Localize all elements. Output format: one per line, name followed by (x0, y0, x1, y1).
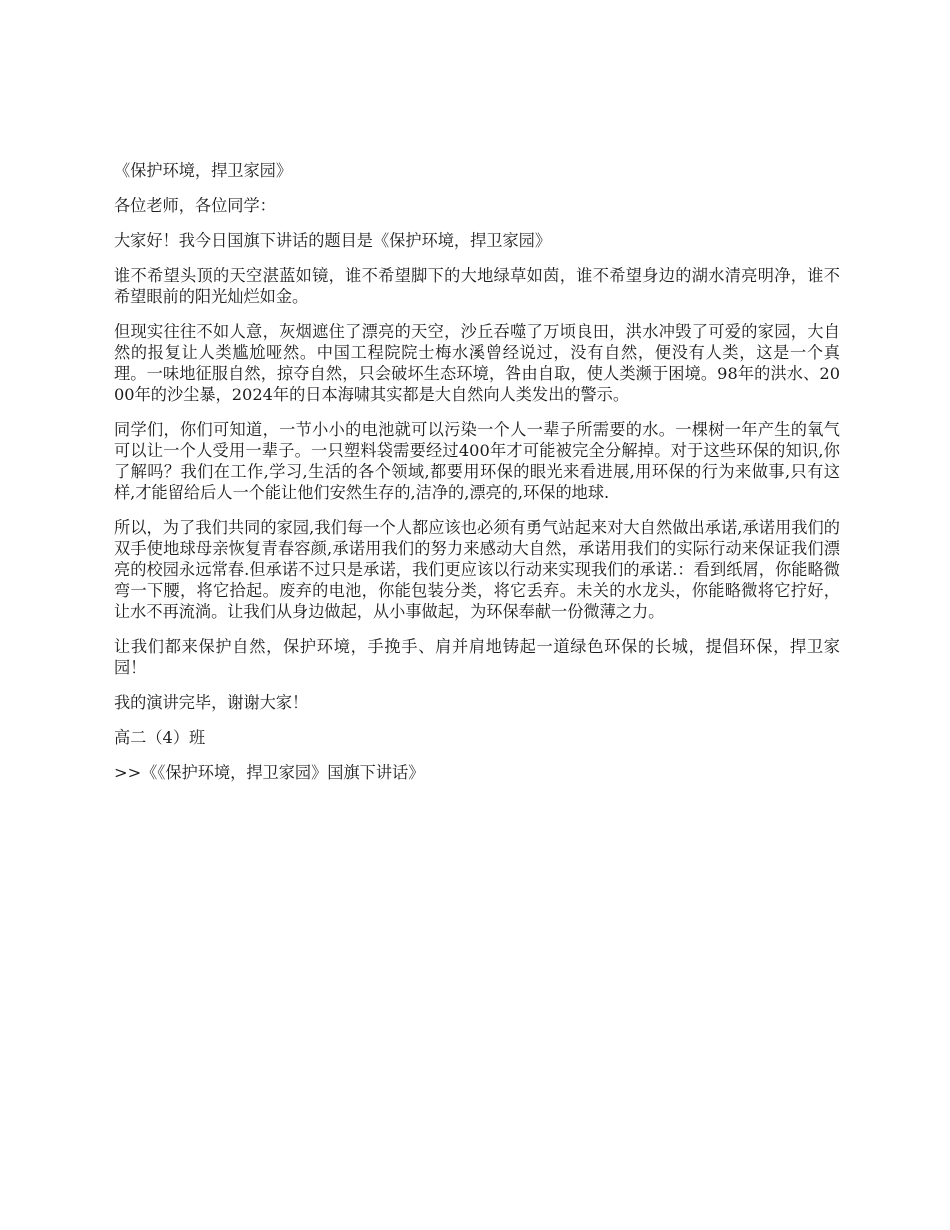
document-title: 《保护环境，捍卫家园》 (114, 161, 293, 180)
class-signature: 高二（4）班 (114, 728, 206, 747)
paragraph-call: 让我们都来保护自然，保护环境，手挽手、肩并肩地铸起一道绿色环保的长城，提倡环保，捍卫家园！ (114, 637, 840, 677)
document-body (114, 160, 840, 797)
greeting-line: 各位老师，各位同学： (114, 196, 276, 215)
paragraph-promise: 所以，为了我们共同的家园,我们每一个人都应该也必须有勇气站起来对大自然做出承诺,承诺用我们的双手使地球母亲恢复青春容颜,承诺用我们的努力来感动大自然，承诺用我们的实际行动来保证我们漂亮的校园永远常春.但承诺不过只是承诺，我们更应该以行动来实现我们的承诺.：看到纸屑，你能略微弯一下腰，将它拾起。废弃的电池，你能包装分类，将它丢弃。未关的水龙头，你能略微将它拧好，让水不再流淌。让我们从身边做起，从小事做起，为环保奉献一份微薄之力。 (114, 518, 840, 621)
paragraph-reality: 但现实往往不如人意，灰烟遮住了漂亮的天空，沙丘吞噬了万顷良田，洪水冲毁了可爱的家园，大自然的报复让人类尴尬哑然。中国工程院院士梅水溪曾经说过，没有自然，便没有人类，这是一个真理。一味地征服自然，掠夺自然，只会破坏生态环境，咎由自取，使人类濒于困境。98年的洪水、2000年的沙尘暴，2024年的日本海啸其实都是大自然向人类发出的警示。 (114, 322, 840, 404)
paragraph-facts: 同学们，你们可知道，一节小小的电池就可以污染一个人一辈子所需要的水。一棵树一年产生的氧气可以让一个人受用一辈子。一只塑料袋需要经过400年才可能被完全分解掉。对于这些环保的知识,你了解吗？我们在工作,学习,生活的各个领域,都要用环保的眼光来看进展,用环保的行为来做事,只有这样,才能留给后人一个能让他们安然生存的,洁净的,漂亮的,环保的地球. (114, 420, 840, 502)
related-link[interactable]: >>《《保护环境，捍卫家园》国旗下讲话》 (114, 763, 425, 782)
paragraph-hope: 谁不希望头顶的天空湛蓝如镜，谁不希望脚下的大地绿草如茵，谁不希望身边的湖水清亮明净，谁不希望眼前的阳光灿烂如金。 (114, 266, 840, 306)
paragraph-intro: 大家好！我今日国旗下讲话的题目是《保护环境，捍卫家园》 (114, 231, 552, 250)
closing-line: 我的演讲完毕，谢谢大家！ (114, 693, 309, 712)
